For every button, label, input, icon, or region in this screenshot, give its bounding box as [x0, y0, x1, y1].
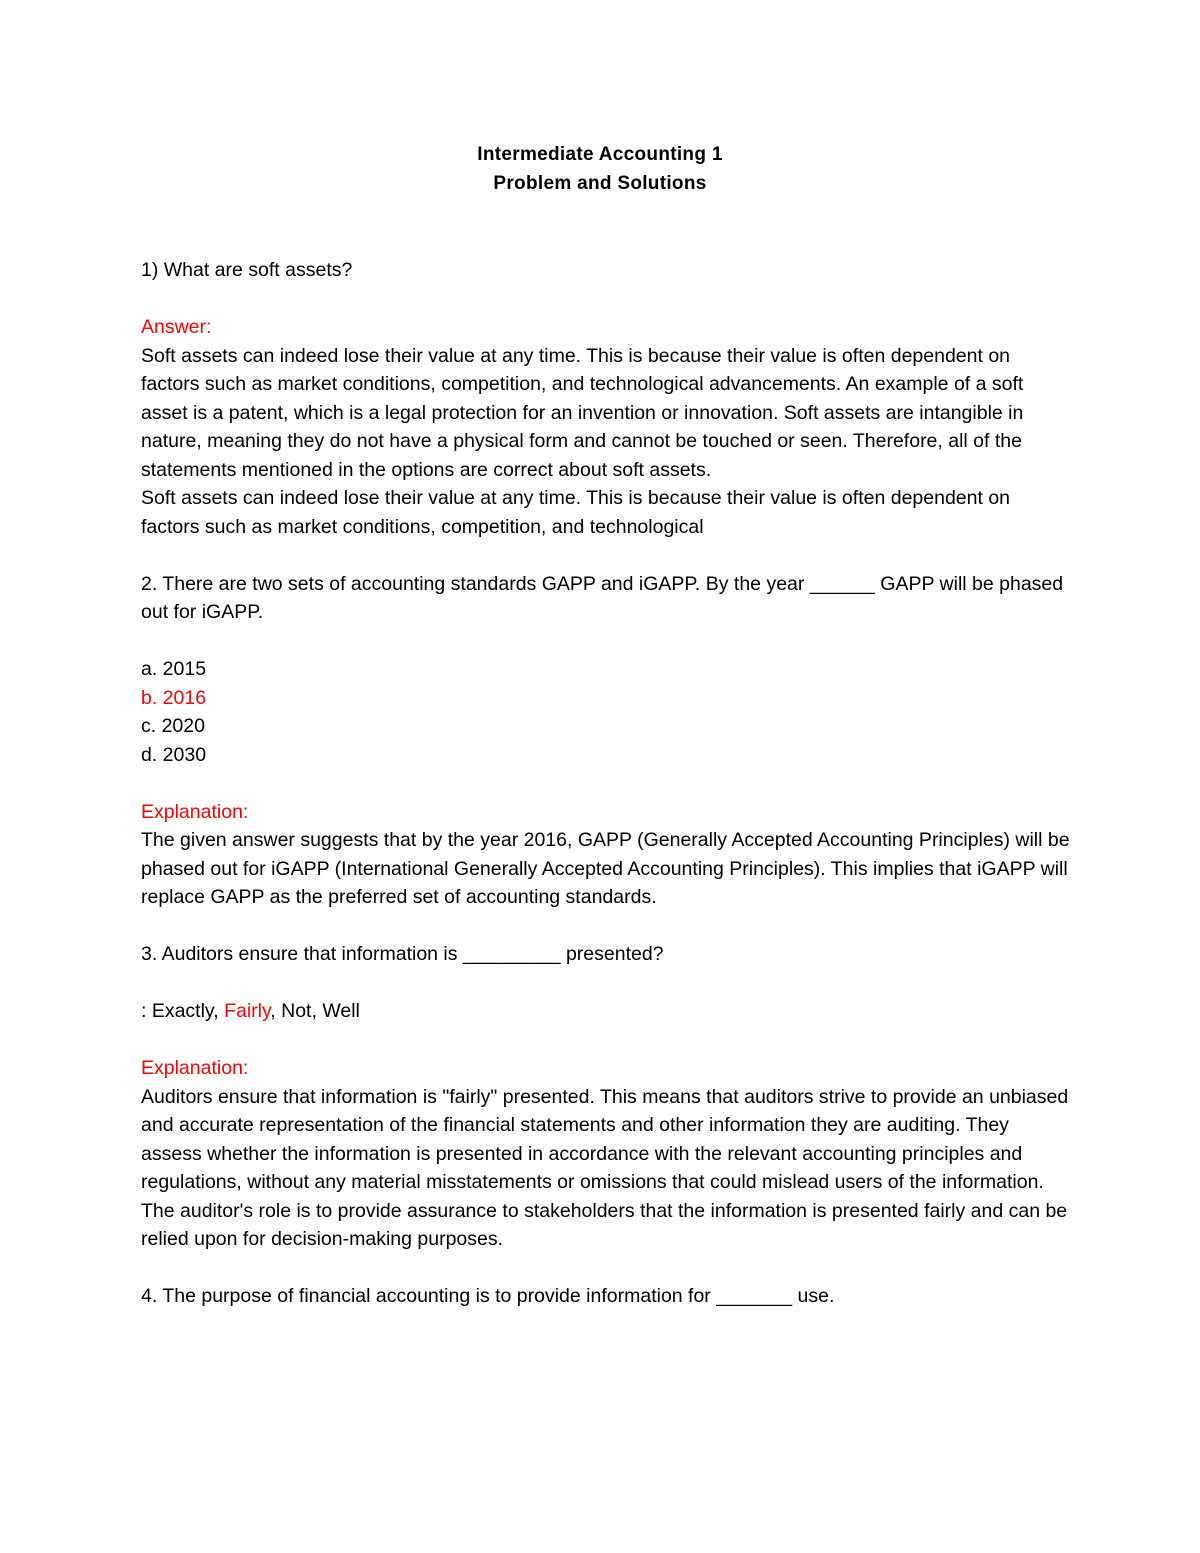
document-subtitle: Problem and Solutions — [493, 173, 707, 194]
explanation-label-3: Explanation: — [141, 1057, 249, 1079]
question-4: 4. The purpose of financial accounting is to provide information for _______ use. — [141, 1285, 835, 1307]
choices-suffix: , Not, Well — [270, 1000, 360, 1022]
choices-3 — [141, 997, 1071, 1026]
option-c: c. 2020 — [141, 715, 205, 737]
option-b-correct: b. 2016 — [141, 686, 207, 709]
answer-label: Answer: — [141, 316, 212, 338]
question-2: 2. There are two sets of accounting standards GAPP and iGAPP. By the year ______ GAPP will be phased out for iGAPP. — [141, 572, 1064, 623]
choices-prefix: : Exactly, — [141, 1000, 225, 1022]
explanation-label-2: Explanation: — [141, 800, 249, 823]
explanation-text-3: Auditors ensure that information is "fairly" presented. This means that auditors strive to provide an unbiased and accurate representation of the financial statements and other information they are auditing. They assess whether the information is presented in accordance with the relevant accounting principles and regulations, without any material misstatements or omissions that could mislead users of the information. The auditor's role is to provide assurance to stakeholders that the information is presented fairly and can be relied upon for decision-making purposes. — [141, 1085, 1069, 1250]
answer-text-repeat: Soft assets can indeed lose their value at any time. This is because their value is often dependent on factors such as market conditions, competition, and technological — [141, 487, 1011, 538]
explanation-text-2: The given answer suggests that by the year 2016, GAPP (Generally Accepted Accounting Principles) will be phased out for iGAPP (International Generally Accepted Accounting Principles). This implies that iGAPP will replace GAPP as the preferred set of accounting standards. — [141, 829, 1070, 908]
question-3: 3. Auditors ensure that information is _________ presented? — [141, 943, 664, 965]
document-title: Intermediate Accounting 1 — [477, 144, 723, 165]
option-d: d. 2030 — [141, 743, 207, 766]
choice-correct: Fairly — [224, 1000, 271, 1022]
option-a: a. 2015 — [141, 658, 207, 680]
document-body — [141, 256, 1071, 1311]
answer-text: Soft assets can indeed lose their value at any time. This is because their value is often dependent on factors such as market conditions, competition, and technological advancements. An example of a soft asset is a patent, which is a legal protection for an invention or innovation. Soft assets are intangible in nature, meaning they do not have a physical form and cannot be touched or seen. Therefore, all of the statements mentioned in the options are correct about soft assets. — [141, 344, 1024, 481]
question-1: 1) What are soft assets? — [141, 259, 353, 281]
